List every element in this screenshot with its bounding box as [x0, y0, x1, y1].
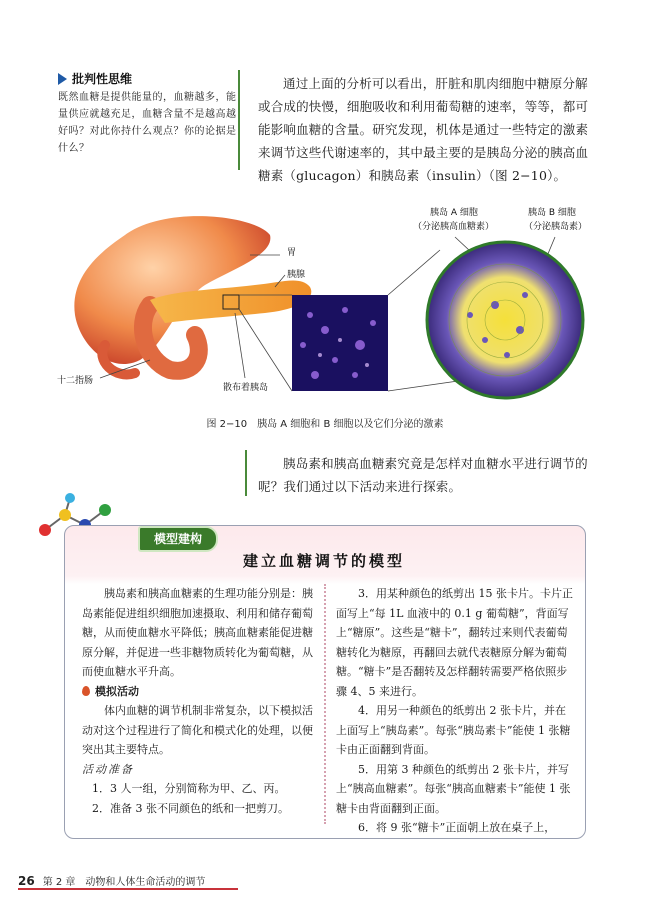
chapter-title: 第 2 章 动物和人体生命活动的调节 [42, 877, 206, 888]
simulation-paragraph: 体内血糖的调节机制非常复杂，以下模拟活动对这个过程进行了简化和模式化的处理，以便突出其主要特点。 [82, 704, 313, 756]
activity-left-column [82, 584, 314, 818]
pancreas-illustration [55, 195, 600, 410]
sidebar-heading [58, 70, 238, 87]
label-a-cell-sub: （分泌胰高血糖素） [413, 222, 495, 232]
simulation-title: 模拟活动 [95, 684, 139, 698]
triangle-bullet-icon [58, 73, 67, 85]
label-a-cell: 胰岛 A 细胞 [430, 208, 478, 218]
question-paragraph: 胰岛素和胰高血糖素究竟是怎样对血糖水平进行调节的呢？我们通过以下活动来进行探索。 [258, 456, 588, 494]
sidebar-title: 批判性思维 [72, 72, 133, 86]
label-duodenum: 十二指肠 [57, 376, 94, 386]
sidebar-text: 既然血糖是提供能量的，血糖越多，能量供应就越充足，血糖含量不是越高越好吗？对此你持什么观点？你的论据是什么？ [58, 92, 237, 154]
column-divider [324, 584, 326, 824]
footer-rule [18, 888, 238, 890]
label-islets: 散布着胰岛 [223, 383, 269, 393]
sidebar-divider [238, 70, 240, 170]
step-3: 3．用某种颜色的纸剪出 15 张卡片。卡片正面写上“每 1L 血液中的 0.1 g 葡萄糖”，背面写上“糖原”。这些是“糖卡”，翻转过来则代表葡萄糖转化为糖原，再翻回去就代表糖原分解为葡萄糖。“糖卡”是否翻转及怎样翻转需要严格依照步骤 4、5 来进行。 [336, 587, 573, 698]
step-2: 2．准备 3 张不同颜色的纸和一把剪刀。 [92, 801, 289, 815]
intro-paragraph: 通过上面的分析可以看出，肝脏和肌肉细胞中糖原分解或合成的快慢，细胞吸收和利用葡萄糖的速率，等等，都可能影响血糖的含量。研究发现，机体是通过一些特定的激素来调节这些代谢速率的，其中最主要的是胰岛分泌的胰高血糖素（glucagon）和胰岛素（insulin）（图 2−10）。 [258, 76, 589, 183]
page-number: 26 [18, 873, 35, 888]
step-1: 1．3 人一组，分别简称为甲、乙、丙。 [92, 782, 286, 795]
label-b-cell-sub: （分泌胰岛素） [524, 222, 588, 232]
label-stomach: 胃 [287, 248, 297, 258]
activity-right-column [336, 584, 574, 838]
figure-caption: 图 2−10 胰岛 A 细胞和 B 细胞以及它们分泌的激素 [206, 419, 444, 430]
simulation-heading [82, 682, 314, 702]
islet-micrograph [292, 295, 388, 391]
step-5: 5．用第 3 种颜色的纸剪出 2 张卡片，并写上“胰高血糖素”。每张“胰高血糖素卡”能使 1 张糖卡由背面翻到正面。 [336, 762, 571, 815]
pancreas-figure [55, 195, 600, 410]
islet-cross-section [427, 242, 583, 398]
critical-thinking-sidebar [58, 70, 238, 170]
step-6: 6．将 9 张“糖卡”正面朝上放在桌子上， [358, 821, 556, 834]
activity-tag: 模型建构 [138, 526, 218, 552]
activity-title: 建立血糖调节的模型 [242, 552, 405, 570]
question-divider [245, 450, 247, 496]
step-4: 4．用另一种颜色的纸剪出 2 张卡片，并在上面写上“胰岛素”。每张“胰岛素卡”能使 1 张糖卡由正面翻到背面。 [336, 704, 571, 756]
flame-icon [82, 686, 90, 696]
hormone-functions-paragraph: 胰岛素和胰高血糖素的生理功能分别是：胰岛素能促进组织细胞加速摄取、利用和储存葡萄糖，从而使血糖水平降低；胰高血糖素能促进糖原分解，并促进一些非糖物质转化为葡萄糖，从而使血糖水平升高。 [82, 587, 313, 678]
preparation-title: 活动准备 [82, 762, 134, 776]
label-pancreas: 胰腺 [287, 270, 306, 280]
page-footer [18, 873, 205, 888]
label-b-cell: 胰岛 B 细胞 [528, 208, 576, 218]
